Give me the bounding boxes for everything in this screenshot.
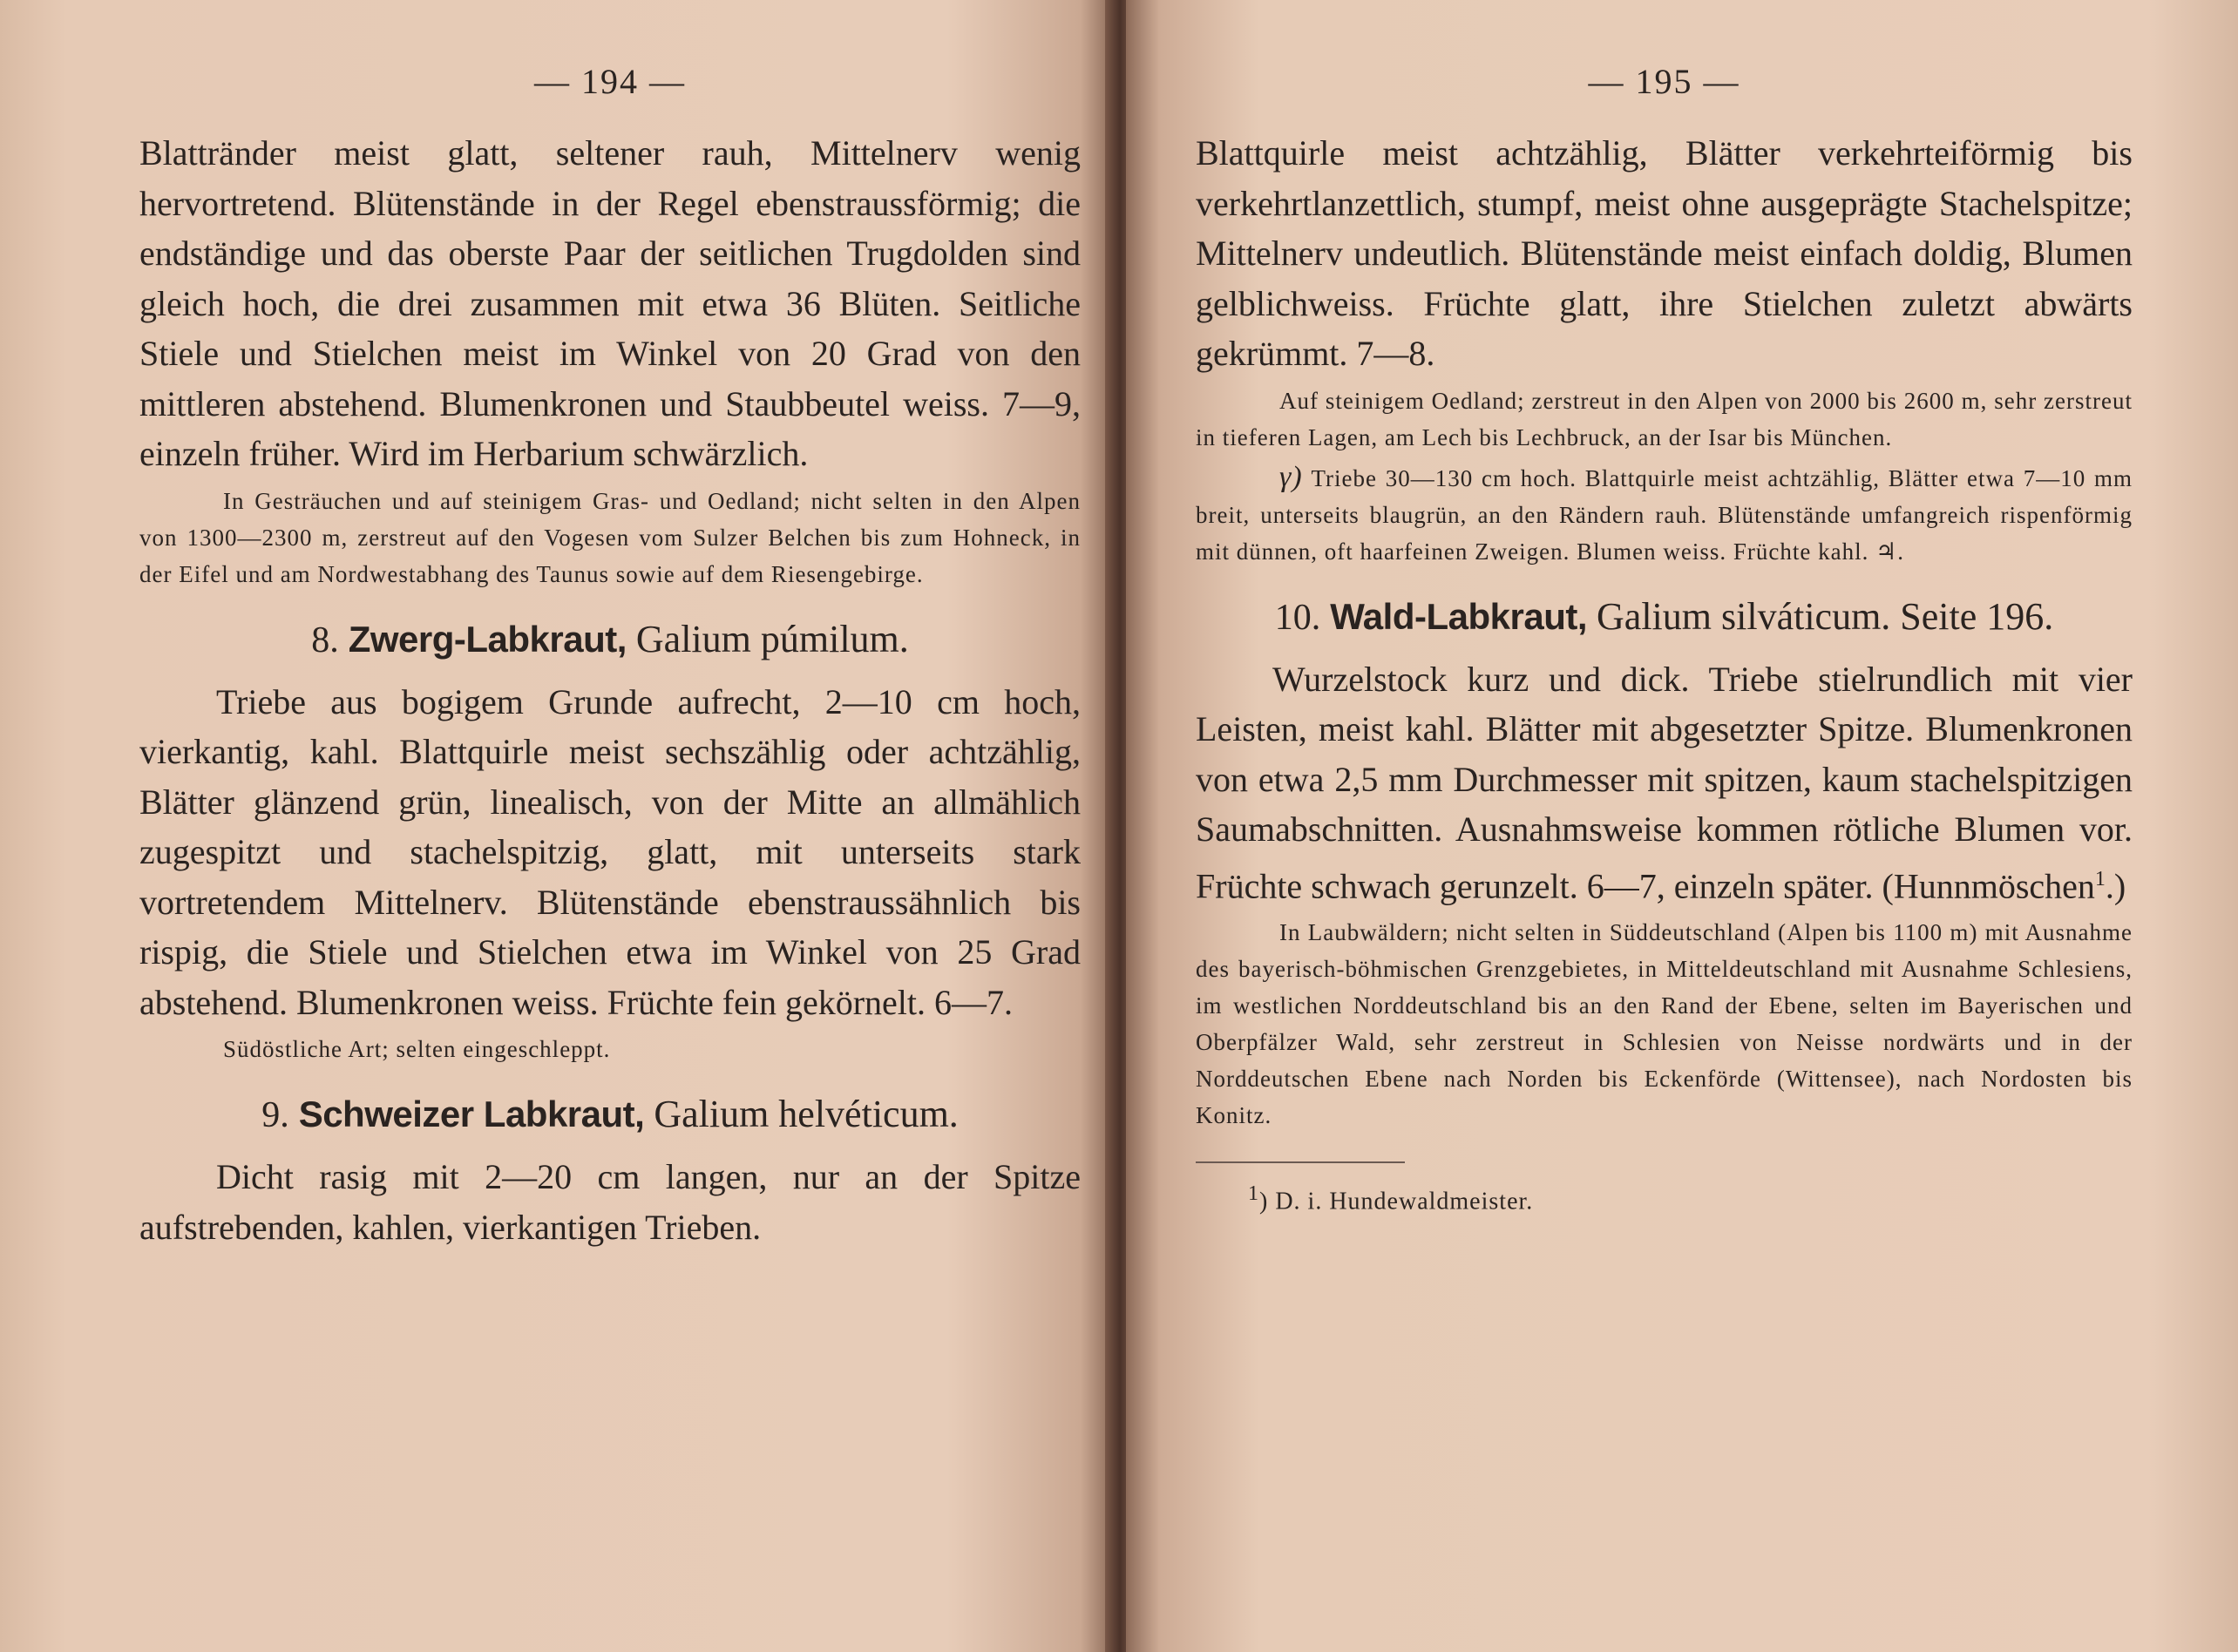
right-page-content [1196, 61, 2133, 1216]
left-page [0, 0, 1114, 1652]
species-heading-9 [139, 1087, 1081, 1143]
species-description: Triebe aus bogigem Grunde aufrecht, 2—10 cm hoch, vierkantig, kahl. Blattquirle meist sechszählig oder achtzählig, Blätter glänzend grün, linealisch, von der Mitte an allmählich zugespitzt und stachelspitzig, glatt, mit unterseits stark vortretendem Mittelnerv. Blütenstände ebenstraussähnlich bis rispig, die Stiele und Stielchen etwa im Winkel von 25 Grad abstehend. Blumenkronen weiss. Früchte fein gekörnelt. 6—7. [139, 681, 1081, 1022]
species-description: Dicht rasig mit 2—20 cm langen, nur an der Spitze aufstrebenden, kahlen, vierkantigen Trieben. [139, 1157, 1081, 1247]
species-latin-name: Galium silváticum. Seite 196. [1597, 594, 2054, 638]
distribution-note: Auf steinigem Oedland; zerstreut in den Alpen von 2000 bis 2600 m, sehr zerstreut in tieferen Lagen, am Lech bis Lechbruck, an der Isar bis München. [1196, 387, 2133, 450]
species-german-name: Zwerg-Labkraut, [348, 618, 627, 660]
species-description-end: .) [2105, 865, 2126, 905]
distribution-note: Südöstliche Art; selten eingeschleppt. [223, 1036, 611, 1062]
left-page-content [139, 61, 1081, 1252]
variety-note [1196, 459, 2133, 570]
species-heading-8 [139, 612, 1081, 668]
species-description-text: Wurzelstock kurz und dick. Triebe stielrundlich mit vier Leisten, meist kahl. Blätter mit abgesetzter Spitze. Blumenkronen von etwa 2,5 mm Durchmesser mit spitzen, kaum stachelspitzigen Saumabschnitten. Ausnahmsweise kommen rötliche Blumen vor. Früchte schwach gerunzelt. 6—7, einzeln später. (Hunnmöschen [1196, 659, 2133, 905]
distribution-note: In Gesträuchen und auf steinigem Gras- und Oedland; nicht selten in den Alpen von 1300—2300 m, zerstreut auf den Vogesen vom Sulzer Belchen bis zum Hohneck, in der Eifel und am Nordwestabhang des Taunus sowie auf dem Riesengebirge. [139, 487, 1081, 587]
page-number: — 194 — [534, 62, 686, 101]
paragraph-continuation: Blattränder meist glatt, seltener rauh, Mittelnerv wenig hervortretend. Blütenstände in der Regel ebenstraussförmig; die endständige und das oberste Paar der seitlichen Trugdolden sind gleich hoch, die drei zusammen mit etwa 36 Blüten. Seitliche Stiele und Stielchen meist im Winkel von 20 Grad von den mittleren abstehend. Blumenkronen und Staubbeutel weiss. 7—9, einzeln früher. Wird im Herbarium schwärzlich. [139, 133, 1081, 473]
species-latin-name: Galium helvéticum. [654, 1093, 959, 1135]
species-latin-name: Galium púmilum. [635, 617, 909, 660]
footnote-rule [1196, 1161, 1405, 1163]
variety-text: Triebe 30—130 cm hoch. Blattquirle meist achtzählig, Blätter etwa 7—10 mm breit, unterseits blaugrün, an den Rändern rauh. Blütenstände umfangreich rispenförmig mit dünnen, oft haarfeinen Zweigen. Blumen weiss. Früchte kahl. ♃. [1196, 464, 2133, 565]
species-german-name: Schweizer Labkraut, [298, 1093, 645, 1134]
species-german-name: Wald-Labkraut, [1330, 595, 1588, 637]
right-page [1126, 0, 2238, 1652]
page-number: — 195 — [1588, 62, 1740, 101]
paragraph-continuation: Blattquirle meist achtzählig, Blätter verkehrteiförmig bis verkehrtlanzettlich, stumpf, meist ohne ausgeprägte Stachelspitze; Mittelnerv undeutlich. Blütenstände meist einfach doldig, Blumen gelblichweiss. Früchte glatt, ihre Stielchen zuletzt abwärts gekrümmt. 7—8. [1196, 133, 2133, 373]
footnote-mark: 1 [1248, 1182, 1259, 1206]
distribution-note: In Laubwäldern; nicht selten in Süddeutschland (Alpen bis 1100 m) mit Ausnahme des bayerisch-böhmischen Grenzgebietes, in Mitteldeutschland mit Ausnahme Schlesiens, im westlichen Norddeutschland bis an den Rand der Ebene, selten im Bayerischen und Oberpfälzer Wald, sehr zerstreut in Schlesien von Neisse nordwärts und in der Norddeutschen Ebene nach Norden bis Eckenförde (Wittensee), nach Nordosten bis Konitz. [1196, 919, 2133, 1129]
species-heading-10 [1196, 589, 2133, 646]
species-description [1196, 654, 2133, 911]
species-number: 8. [311, 620, 339, 660]
footnote-reference: 1 [2094, 867, 2106, 890]
species-number: 10. [1274, 597, 1321, 638]
species-number: 9. [261, 1095, 289, 1135]
footnote-text: ) D. i. Hundewaldmeister. [1259, 1188, 1534, 1215]
variety-symbol: γ) [1279, 460, 1303, 493]
footnote [1196, 1182, 2133, 1215]
